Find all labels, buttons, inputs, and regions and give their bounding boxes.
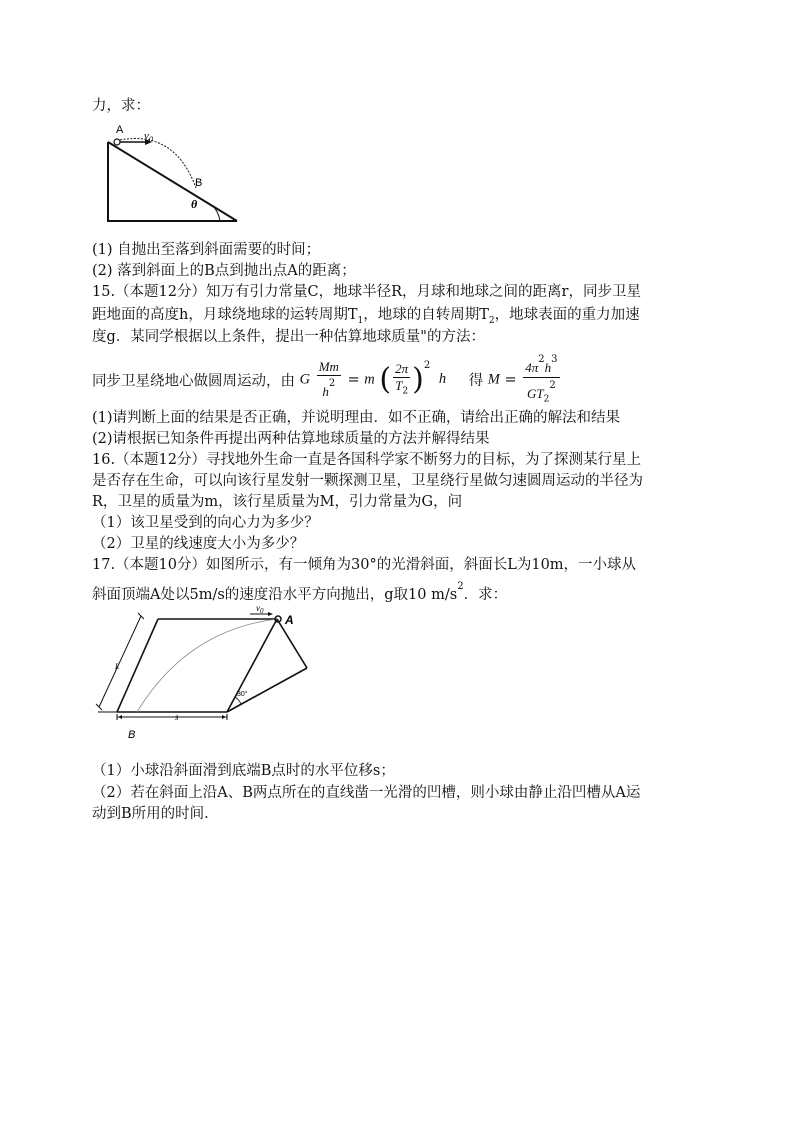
distance-s-label: s [175, 712, 179, 722]
incline-projectile-diagram [100, 120, 245, 226]
point-b-label: B [195, 177, 203, 189]
angle-label: 30° [237, 691, 248, 698]
q16-part2: （2）卫星的线速度大小为多少？ [92, 536, 305, 552]
theta-label: θ [191, 197, 198, 211]
q15-text-a: 15.（本题12分）知万有引力常量C，地球半径R，月球和地球之间的距离r，同步卫星 [92, 284, 641, 300]
q14-part2: (2) 落到斜面上的B点到抛出点A的距离； [92, 263, 356, 279]
point-b-label: B [128, 729, 136, 741]
q15-text-b: 距地面的高度h，月球绕地球的运转周期$T_1$，地球的自转周期$T_2$，地球表面的重力加速 [92, 307, 640, 326]
point-a-label: A [285, 613, 294, 627]
inclined-plane-diagram [92, 600, 312, 750]
point-a-label: A [116, 124, 124, 136]
q17-part2-a: （2）若在斜面上沿A、B两点所在的直线凿一光滑的凹槽，则小球由静止沿凹槽从A运 [92, 785, 641, 801]
q17-part1: （1）小球沿斜面滑到底端B点时的水平位移s； [92, 763, 395, 779]
mass-formula: 同步卫星绕地心做圆周运动，由 G $\frac{Mm}{h^2}$ = m ( $\frac{2\pi}{T_2}$ )$^2$ h 得 M = $\frac{4\pi^2h^3}{GT_2^2}$ [92, 354, 558, 405]
v0-label: $v_0$ [256, 603, 264, 615]
q17-text-a: 17.（本题10分）如图所示，有一倾角为30°的光滑斜面，斜面长L为10m，一小球从 [92, 557, 637, 573]
q16-text-b: 是否存在生命，可以向该行星发射一颗探测卫星，卫星绕行星做匀速圆周运动的半径为 [92, 473, 643, 489]
v0-label: $v_0$ [144, 130, 153, 144]
q17-part2-b: 动到B所用的时间. [92, 806, 209, 822]
q15-part1: (1)请判断上面的结果是否正确，并说明理由．如不正确，请给出正确的解法和结果 [92, 410, 621, 426]
q16-text-a: 16.（本题12分）寻找地外生命一直是各国科学家不断努力的目标，为了探测某行星上 [92, 452, 642, 468]
q16-part1: （1）该卫星受到的向心力为多少？ [92, 515, 319, 531]
q16-text-c: R，卫星的质量为m，该行星质量为M，引力常量为G，问 [92, 494, 463, 510]
q15-part2: (2)请根据已知条件再提出两种估算地球质量的方法并解得结果 [92, 431, 490, 447]
q17-text-b: 斜面顶端A处以5m/s的速度沿水平方向抛出，g取10 $m/s^2$．求： [92, 581, 508, 603]
q15-text-c: 度g．某同学根据以上条件，提出一种估算地球质量"的方法： [92, 329, 485, 345]
q14-part1: (1) 自抛出至落到斜面需要的时间； [92, 242, 321, 258]
length-l-label: L [115, 662, 120, 671]
text-line: 力，求： [92, 98, 150, 114]
